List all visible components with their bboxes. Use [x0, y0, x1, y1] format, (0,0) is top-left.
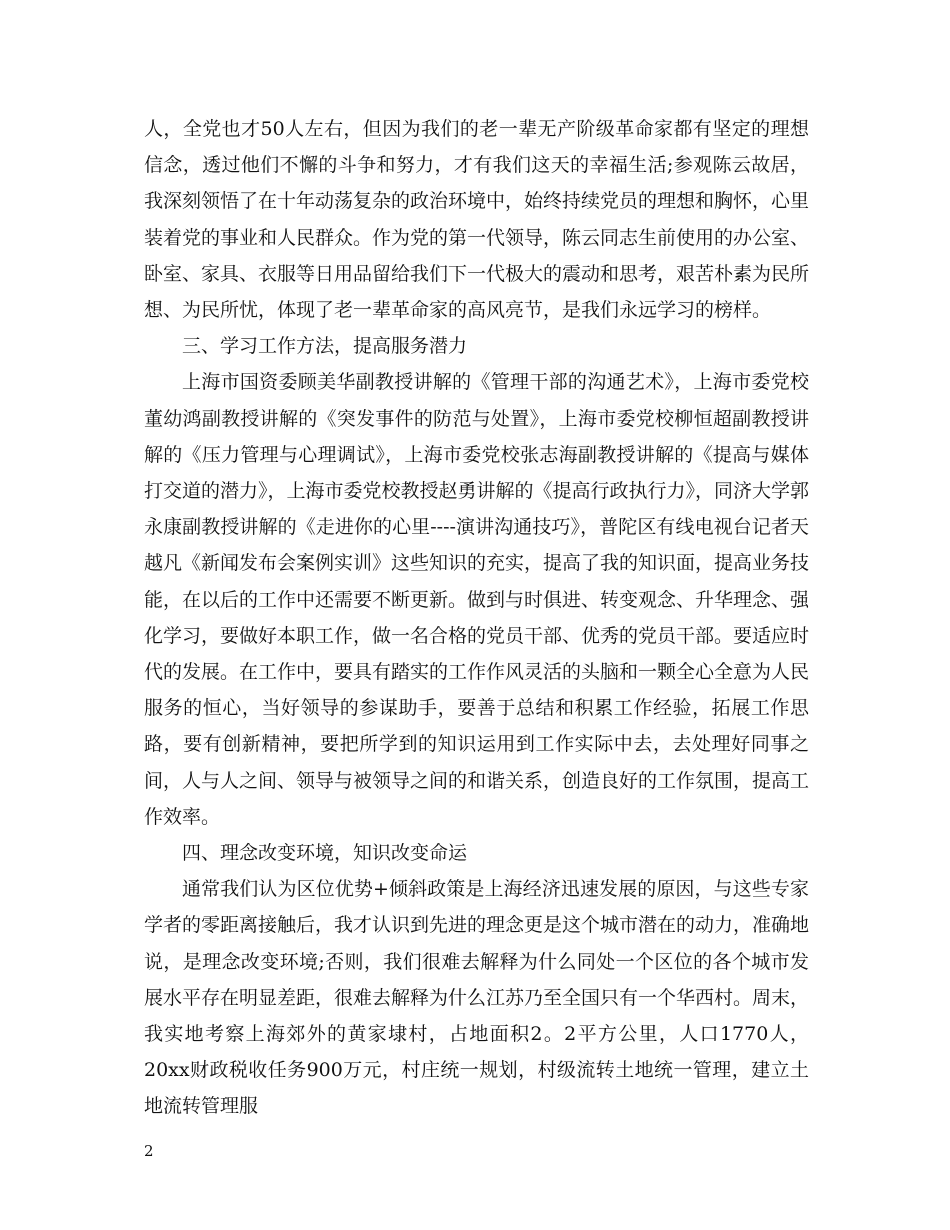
page-number: 2 — [144, 1142, 154, 1160]
section-heading-four: 四、理念改变环境，知识改变命运 — [182, 842, 468, 865]
paragraph-learning-methods: 上海市国资委顾美华副教授讲解的《管理干部的沟通艺术》，上海市委党校董幼鸿副教授讲解的《突发事件的防范与处置》，上海市委党校柳恒超副教授讲解的《压力管理与心理调试》，上海市委党校张志海副教授讲解的《提高与媒体打交道的潜力》，上海市委党校教授赵勇讲解的《提高行政执行力》，同济大学郭永康副教授讲解的《走进你的心里----演讲沟通技巧》，普陀区有线电视台记者天越凡《新闻发布会案例实训》这些知识的充实，提高了我的知识面，提高业务技能，在以后的工作中还需要不断更新。做到与时俱进、转变观念、升华理念、强化学习，要做好本职工作，做一名合格的党员干部、优秀的党员干部。要适应时代的发展。在工作中，要具有踏实的工作作风灵活的头脑和一颗全心全意为人民服务的恒心，当好领导的参谋助手，要善于总结和积累工作经验，拓展工作思路，要有创新精神，要把所学到的知识运用到工作实际中去，去处理好同事之间，人与人之间、领导与被领导之间的和谐关系，创造良好的工作氛围，提高工作效率。 — [144, 371, 810, 828]
body-text — [144, 111, 809, 1125]
section-heading-three: 三、学习工作方法，提高服务潜力 — [182, 335, 468, 358]
paragraph-concept-environment: 通常我们认为区位优势+倾斜政策是上海经济迅速发展的原因，与这些专家学者的零距离接触后，我才认识到先进的理念更是这个城市潜在的动力，准确地说，是理念改变环境;否则，我们很难去解释为什么同处一个区位的各个城市发展水平存在明显差距，很难去解释为什么江苏乃至全国只有一个华西村。周末，我实地考察上海郊外的黄家埭村，占地面积2。2平方公里，人口1770人，20xx财政税收任务900万元，村庄统一规划，村级流转土地统一管理，建立土地流转管理服 — [144, 878, 810, 1118]
paragraph-continuation: 人，全党也才50人左右，但因为我们的老一辈无产阶级革命家都有坚定的理想信念，透过他们不懈的斗争和努力，才有我们这天的幸福生活;参观陈云故居，我深刻领悟了在十年动荡复杂的政治环境中，始终持续党员的理想和胸怀，心里装着党的事业和人民群众。作为党的第一代领导，陈云同志生前使用的办公室、卧室、家具、衣服等日用品留给我们下一代极大的震动和思考，艰苦朴素为民所想、为民所忧，体现了老一辈革命家的高风亮节，是我们永远学习的榜样。 — [144, 118, 810, 322]
